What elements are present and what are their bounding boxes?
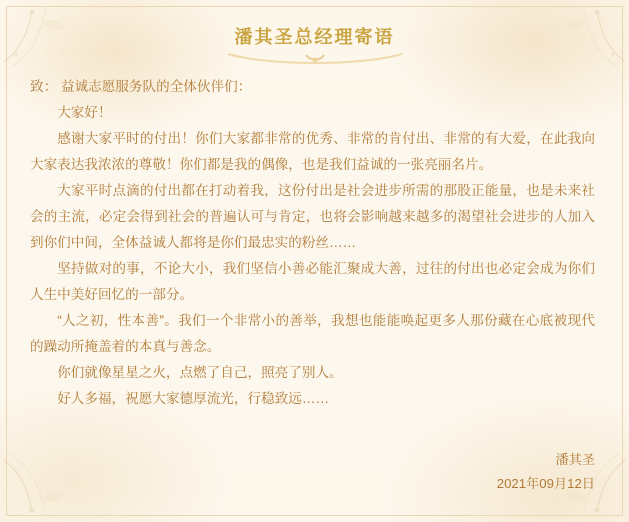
corner-flourish-icon: [2, 450, 88, 520]
salutation-line: 致： 益诚志愿服务队的全体伙伴们：: [30, 79, 252, 94]
signature-date: 2021年09月12日: [496, 476, 595, 491]
title-area: [0, 0, 629, 58]
letter-body: [0, 58, 629, 412]
page-title: 潘其圣总经理寄语: [234, 27, 395, 47]
body-paragraph-4: “人之初，性本善”。我们一个非常小的善举，我想也能能唤起更多人那份藏在心底被现代的躁动所掩盖着的本真与善念。: [30, 313, 595, 354]
body-paragraph-3: 坚持做对的事，不论大小，我们坚信小善必能汇聚成大善，过往的付出也必定会成为你们人生中美好回忆的一部分。: [30, 261, 595, 302]
signature-name: 潘其圣: [555, 452, 595, 467]
body-paragraph-6: 好人多福，祝愿大家德厚流光，行稳致远……: [57, 391, 330, 406]
body-paragraph-1: 感谢大家平时的付出！你们大家都非常的优秀、非常的肯付出、非常的有大爱，在此我向大家表达我浓浓的尊敬！你们都是我的偶像，也是我们益诚的一张亮丽名片。: [30, 131, 595, 172]
body-paragraph-5: 你们就像星星之火，点燃了自己，照亮了别人。: [57, 365, 343, 380]
greeting-line: 大家好！: [57, 105, 112, 120]
body-paragraph-2: 大家平时点滴的付出都在打动着我，这份付出是社会进步所需的那股正能量，也是未来社会的主流，必定会得到社会的普遍认可与肯定，也将会影响越来越多的渴望社会进步的人加入到你们中间，全体益诚人都将是你们最忠实的粉丝……: [30, 183, 595, 250]
signature-block: [497, 448, 595, 496]
